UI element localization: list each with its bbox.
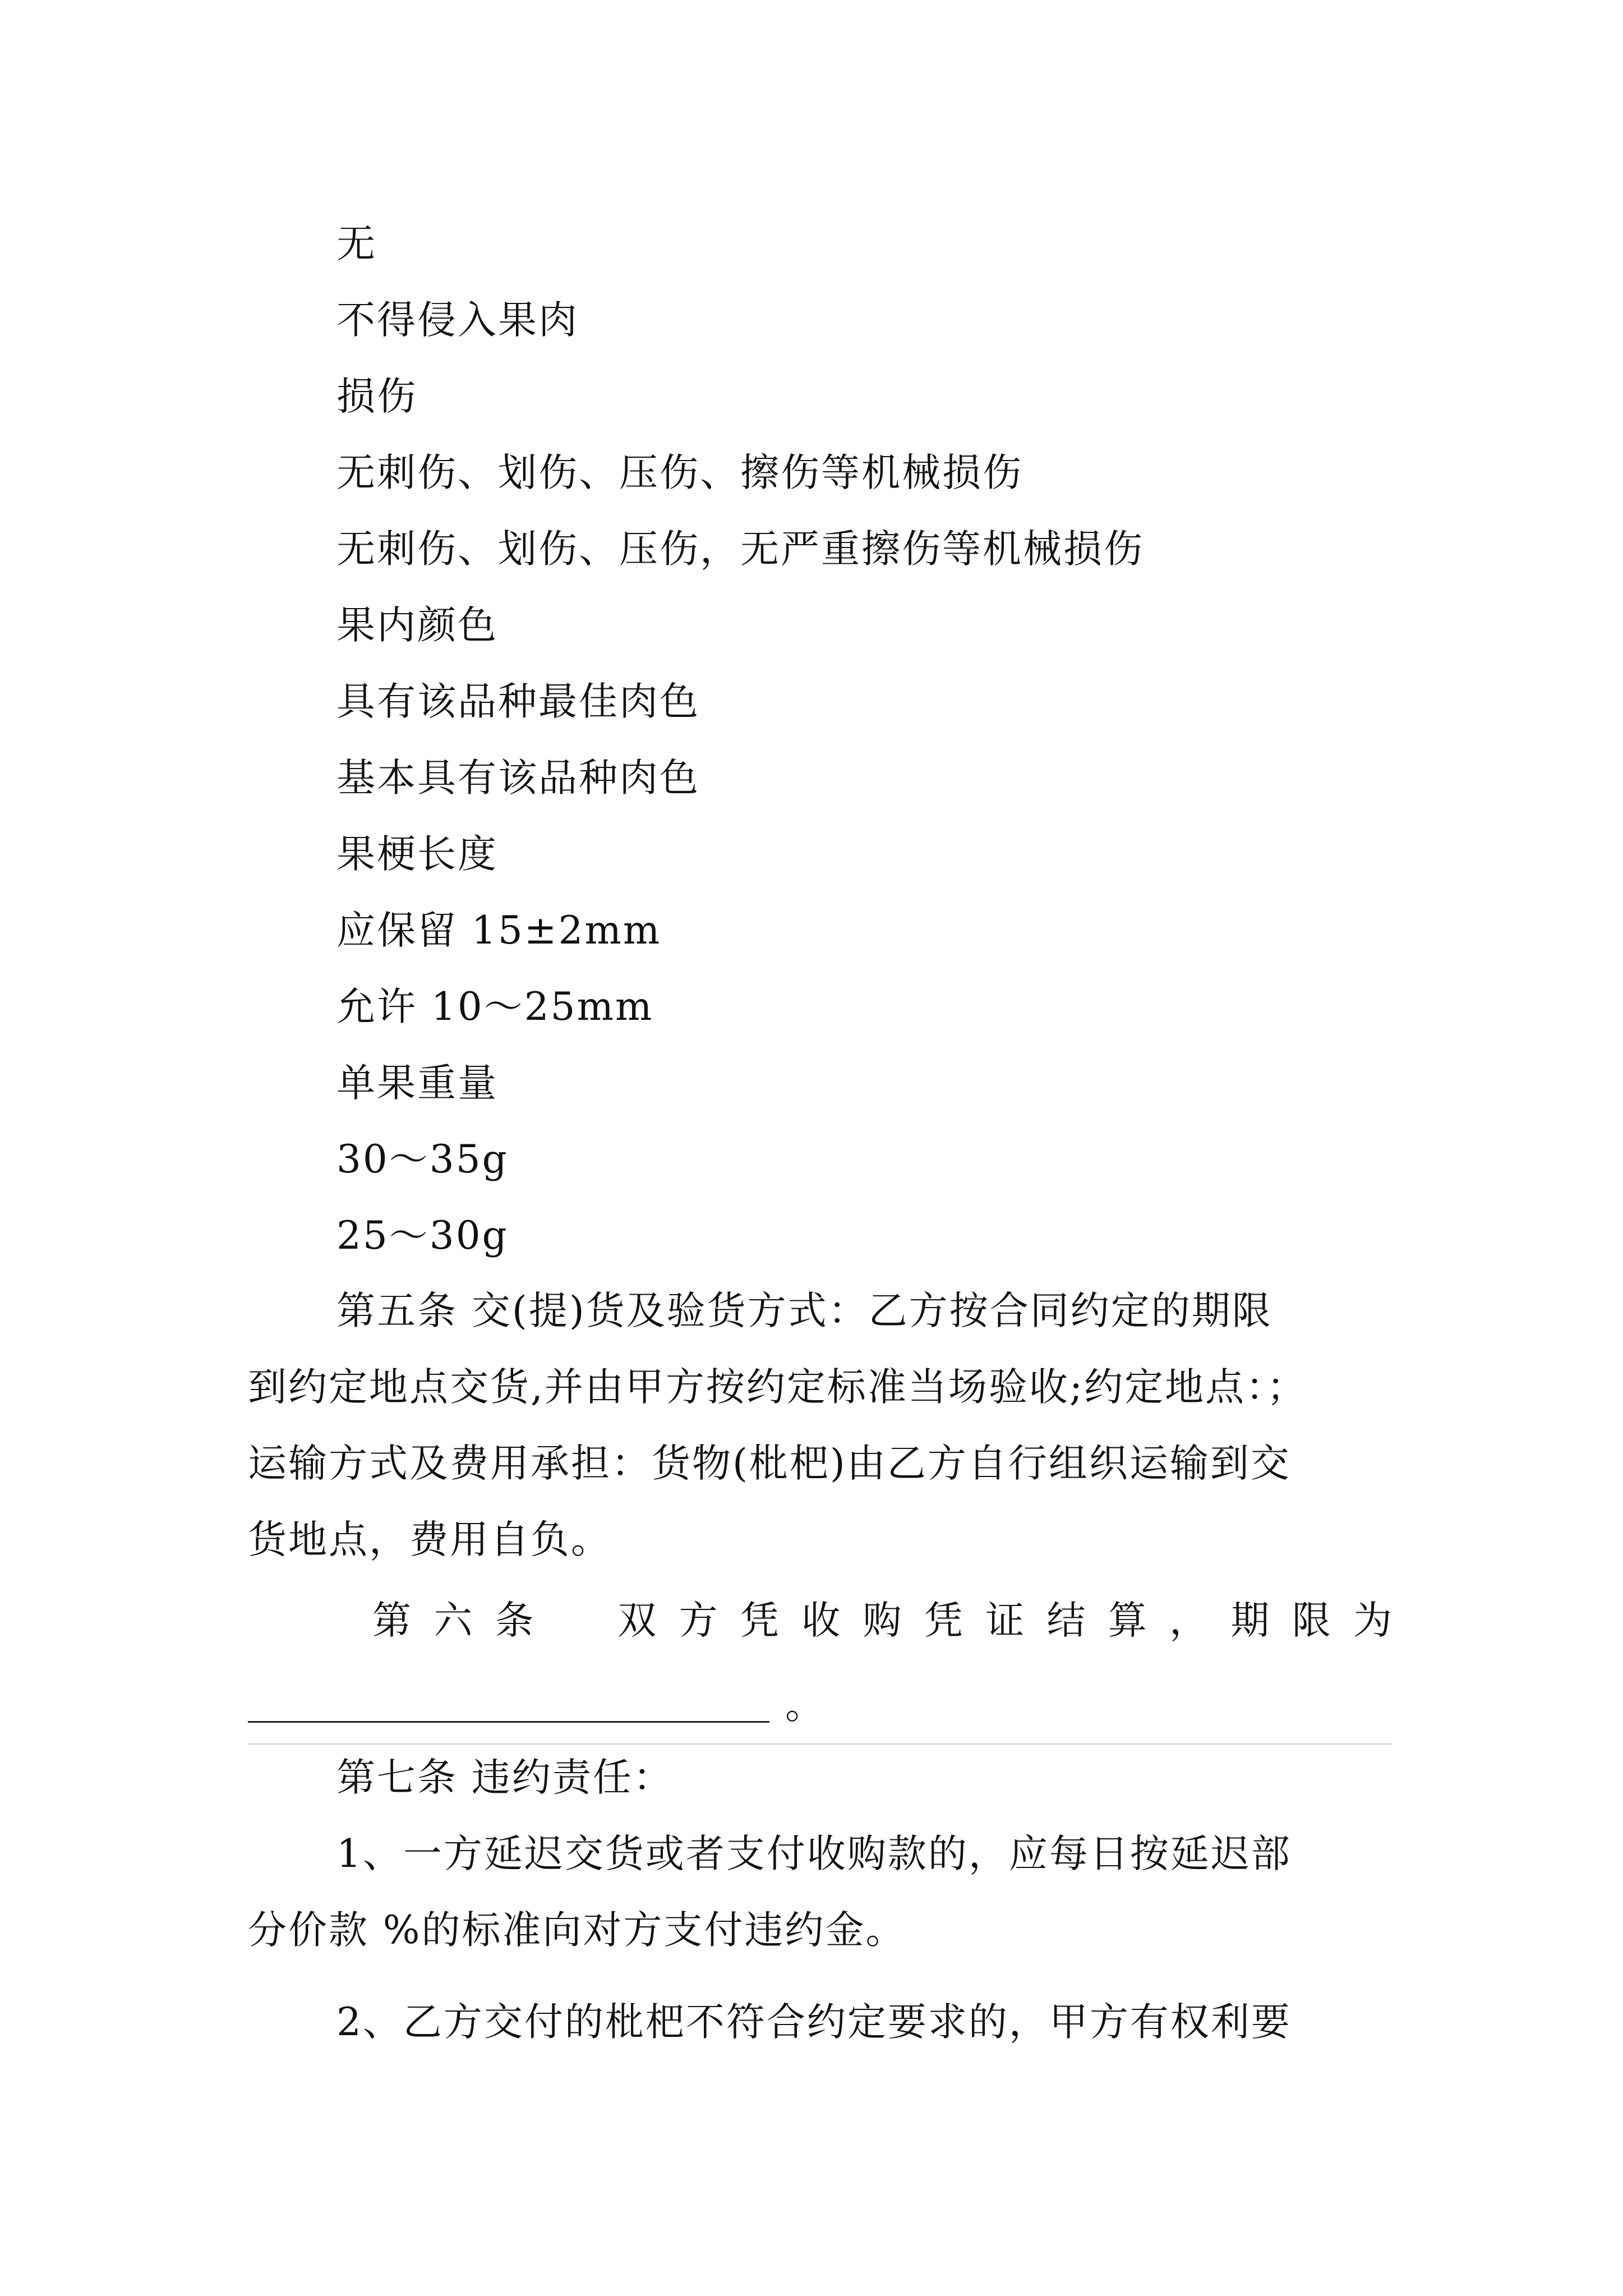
text-line-11: 允许 10～25mm — [336, 984, 654, 1029]
text-line-7: 具有该品种最佳肉色 — [336, 679, 700, 724]
article6-char: 六 — [434, 1598, 473, 1643]
text-line-10: 应保留 15±2mm — [336, 908, 662, 953]
text-line-8: 基本具有该品种肉色 — [336, 756, 700, 800]
article6-char: 第 — [372, 1598, 411, 1643]
article7-item1-line1: 1、一方延迟交货或者支付收购款的，应每日按延迟部 — [336, 1832, 1292, 1876]
article6-char: 为 — [1353, 1598, 1392, 1643]
text-line-14: 25～30g — [336, 1213, 509, 1258]
divider — [248, 1743, 1392, 1745]
article6-line — [372, 1595, 1392, 1646]
article6-char: 凭 — [924, 1598, 963, 1643]
text-line-4: 无刺伤、划伤、压伤、擦伤等机械损伤 — [336, 450, 1023, 495]
article6-char: 证 — [985, 1598, 1025, 1643]
article6-char: 限 — [1292, 1598, 1331, 1643]
article7-title: 第七条 违约责任： — [336, 1755, 674, 1800]
text-line-3: 损伤 — [336, 374, 417, 419]
fill-in-blank[interactable] — [248, 1721, 769, 1723]
article6-char: 双 — [617, 1598, 657, 1643]
text-line-9: 果梗长度 — [336, 832, 498, 877]
article7-item1-line2: 分价款 %的标准向对方支付违约金。 — [248, 1908, 906, 1953]
text-line-6: 果内颜色 — [336, 603, 498, 648]
article7-item2-line1: 2、乙方交付的枇杷不符合约定要求的，甲方有权利要 — [336, 2000, 1292, 2045]
text-line-1: 无 — [336, 222, 377, 266]
article6-char: 购 — [863, 1598, 902, 1643]
article6-char: 凭 — [740, 1598, 779, 1643]
article6-char: 期 — [1230, 1598, 1270, 1643]
article6-char: 算 — [1108, 1598, 1147, 1643]
text-line-13: 30～35g — [336, 1137, 509, 1182]
article6-char: 结 — [1046, 1598, 1086, 1643]
article6-char: ， — [1169, 1598, 1209, 1643]
article6-char: 方 — [679, 1598, 718, 1643]
text-line-12: 单果重量 — [336, 1061, 498, 1106]
article6-char: 条 — [495, 1598, 534, 1643]
article6-char — [556, 1595, 595, 1646]
article5-line-3: 运输方式及费用承担：货物(枇杷)由乙方自行组织运输到交 — [248, 1441, 1291, 1486]
text-line-5: 无刺伤、划伤、压伤，无严重擦伤等机械损伤 — [336, 527, 1144, 572]
text-line-2: 不得侵入果肉 — [336, 298, 579, 343]
article5-line-4: 货地点，费用自负。 — [248, 1517, 611, 1562]
article5-line-1: 第五条 交(提)货及验货方式：乙方按合同约定的期限 — [336, 1289, 1272, 1333]
article5-line-2: 到约定地点交货,并由甲方按约定标准当场验收;约定地点：； — [248, 1365, 1307, 1410]
article6-tail: 。 — [785, 1683, 824, 1728]
article6-char: 收 — [801, 1598, 841, 1643]
